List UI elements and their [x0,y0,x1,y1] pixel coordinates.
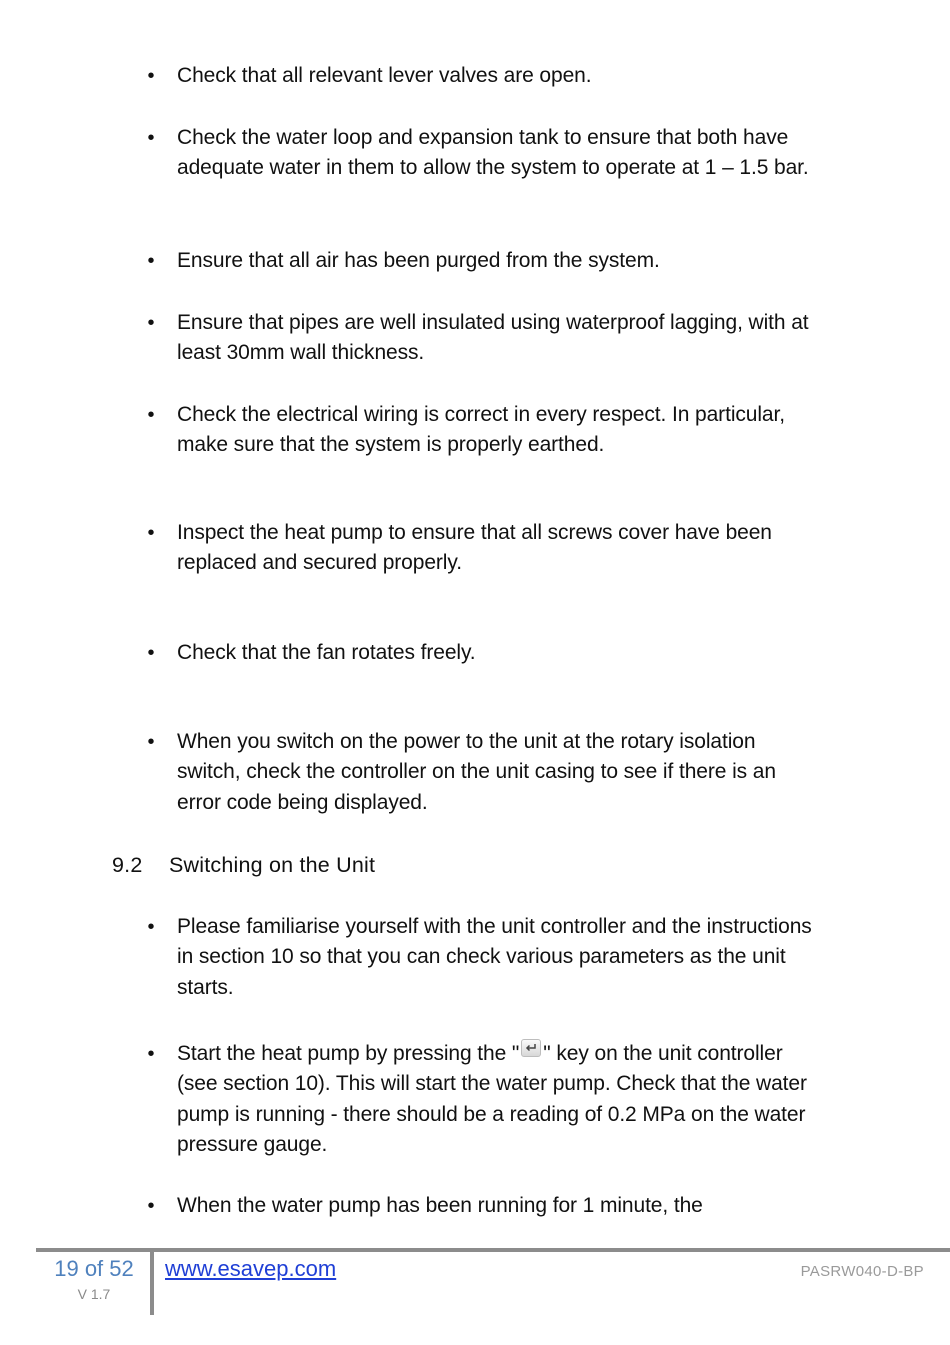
bullet: • [147,404,155,426]
bullet: • [147,312,155,334]
footer-divider [150,1250,154,1315]
checklist-item: Check that all relevant lever valves are open. [177,64,592,87]
checklist-item: Ensure that pipes are well insulated using waterproof lagging, with at least 30mm wall thickness. [177,311,809,365]
page-number: 19 of 52 [54,1256,134,1281]
section-item: Please familiarise yourself with the unit controller and the instructions in section 10 so that you can check various parameters as the unit starts. [177,915,812,999]
checklist-item: Check the water loop and expansion tank to ensure that both have adequate water in them to allow the system to operate at 1 – 1.5 bar. [177,126,809,180]
checklist-item: Inspect the heat pump to ensure that all screws cover have been replaced and secured properly. [177,521,772,575]
bullet: • [147,731,155,753]
checklist-item: Check that the fan rotates freely. [177,641,476,664]
bullet: • [147,127,155,149]
footer-rule [36,1248,950,1252]
bullet: • [147,1195,155,1217]
bullet: • [147,522,155,544]
checklist-item: Check the electrical wiring is correct in every respect. In particular, make sure that the system is properly earthed. [177,403,785,457]
section-title: Switching on the Unit [169,853,376,877]
version-label: V 1.7 [77,1286,111,1302]
bullet: • [147,642,155,664]
section-item [177,1039,817,1160]
enter-key-icon [521,1039,541,1057]
bullet: • [147,916,155,938]
document-code: PASRW040-D-BP [800,1263,924,1280]
section-item-text-after: " key on the unit controller (see section 10). This will start the water pump. Check that the water pump is running - there should be a reading of 0.2 MPa on the water pressure gauge. [177,1042,807,1156]
section-number: 9.2 [112,853,143,877]
checklist-item: When you switch on the power to the unit at the rotary isolation switch, check the controller on the unit casing to see if there is an error code being displayed. [177,730,776,814]
bullet: • [147,65,155,87]
bullet: • [147,250,155,272]
website-link[interactable]: www.esavep.com [165,1256,337,1281]
section-item: When the water pump has been running for 1 minute, the [177,1194,703,1217]
section-item-text-before: Start the heat pump by pressing the " [177,1042,520,1065]
section-heading [112,850,375,880]
bullet: • [147,1043,155,1065]
checklist-item: Ensure that all air has been purged from the system. [177,249,660,272]
